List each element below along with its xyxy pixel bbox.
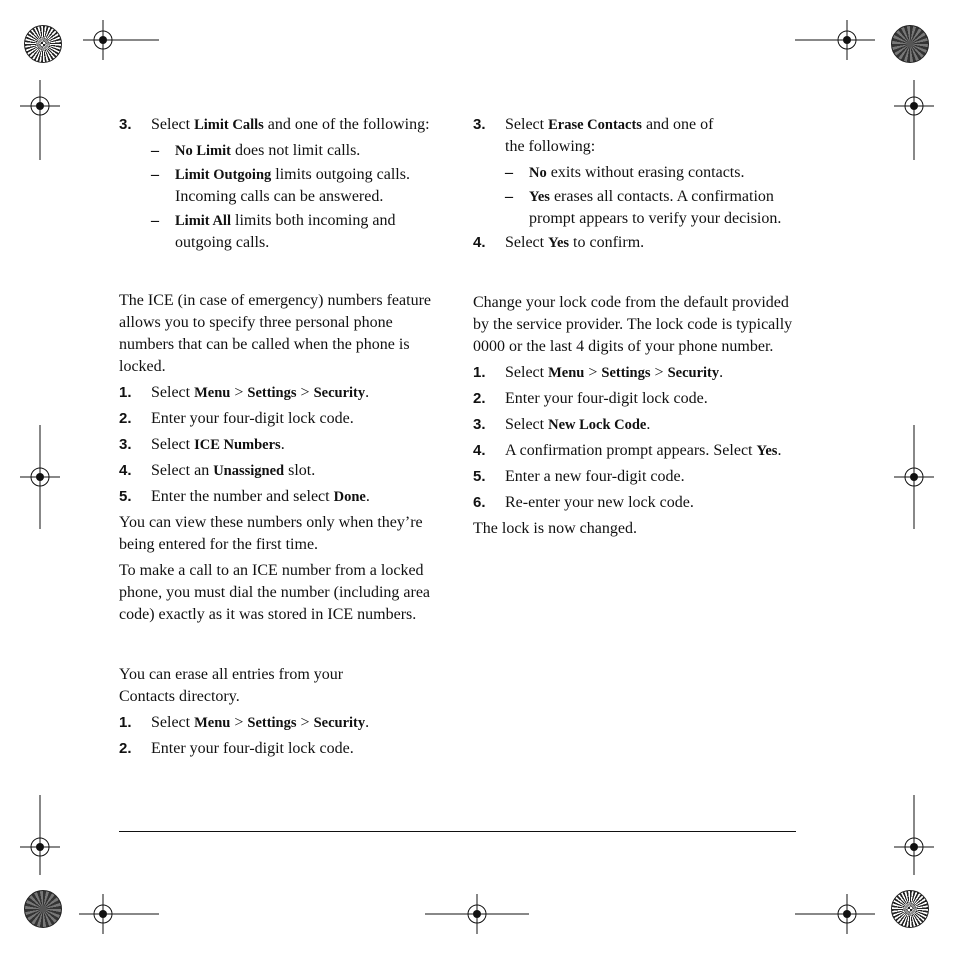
menu-option-label: Menu: [548, 365, 585, 381]
option-description: limits outgoing calls. Incoming calls can be answered.: [175, 166, 410, 205]
step-number: 6.: [473, 494, 486, 511]
menu-option-label: Security: [313, 715, 366, 731]
option-description: erases all contacts. A confirmation prompt appears to verify your decision.: [529, 188, 782, 227]
menu-option-label: ICE Numbers: [194, 437, 281, 453]
registration-mark-icon: [795, 894, 875, 934]
step-number: 3.: [119, 116, 132, 133]
menu-option-label: Menu: [194, 715, 231, 731]
step-text: Enter the number and select: [151, 488, 334, 505]
step-number: 5.: [119, 488, 132, 505]
step-text: >: [230, 714, 248, 731]
step-text: Select: [505, 234, 549, 251]
registration-mark-icon: [894, 80, 934, 160]
erase-intro: You can erase all entries from your Contacts directory.: [119, 666, 344, 705]
printer-mark-icon: [24, 890, 62, 928]
option-bullet: [119, 210, 444, 254]
lock-step: [473, 492, 803, 514]
step-text: to confirm.: [569, 234, 645, 251]
registration-mark-icon: [894, 795, 934, 875]
step-number: 2.: [119, 410, 132, 427]
step-text: Re-enter your new lock code.: [505, 494, 694, 511]
printer-mark-icon: [891, 25, 929, 63]
menu-option-label: Unassigned: [213, 463, 285, 479]
step-number: 1.: [119, 714, 132, 731]
ice-step: [119, 486, 444, 508]
left-column: [119, 114, 444, 764]
step-text: Select: [151, 714, 195, 731]
step-text: .: [280, 436, 285, 453]
lock-step: [473, 466, 803, 488]
option-description: exits without erasing contacts.: [546, 164, 745, 181]
step-text: Select an: [151, 462, 214, 479]
ice-note: You can view these numbers only when they’re being entered for the first time.: [119, 514, 423, 553]
option-bullet: [473, 186, 803, 230]
step-number: 2.: [473, 390, 486, 407]
menu-option-label: Erase Contacts: [548, 117, 642, 133]
step-text: Select: [151, 116, 195, 133]
option-label: Limit Outgoing: [175, 167, 272, 183]
dash-icon: –: [151, 212, 159, 229]
option-label: No: [529, 165, 547, 181]
menu-option-label: Limit Calls: [194, 117, 264, 133]
step-text: Enter your four-digit lock code.: [151, 740, 354, 757]
step-text: Select: [151, 384, 195, 401]
option-description: limits both incoming and outgoing calls.: [175, 212, 396, 251]
step-text: and one of the following:: [263, 116, 430, 133]
option-description: does not limit calls.: [230, 142, 361, 159]
erase-step: [119, 712, 444, 734]
step-text: .: [646, 416, 651, 433]
step-text: >: [230, 384, 248, 401]
step-text: .: [365, 714, 370, 731]
lock-step: [473, 414, 803, 436]
step-text: Enter your four-digit lock code.: [505, 390, 708, 407]
registration-mark-icon: [79, 894, 159, 934]
dash-icon: –: [505, 188, 513, 205]
menu-option-label: Security: [313, 385, 366, 401]
step-number: 3.: [473, 416, 486, 433]
ice-step: [119, 408, 444, 430]
step-number: 4.: [473, 234, 486, 251]
menu-option-label: Settings: [247, 715, 297, 731]
step-text: Select: [151, 436, 195, 453]
menu-option-label: Yes: [548, 235, 570, 251]
ice-intro: The ICE (in case of emergency) numbers feature allows you to specify three personal phone numbers that can be called when the phone is locked.: [119, 292, 432, 375]
registration-mark-icon: [20, 425, 60, 529]
menu-option-label: Settings: [601, 365, 651, 381]
step-text: and one of the following:: [505, 116, 714, 155]
option-label: Yes: [529, 189, 550, 205]
dash-icon: –: [505, 164, 513, 181]
step-number: 1.: [119, 384, 132, 401]
ice-note: To make a call to an ICE number from a locked phone, you must dial the number (including area code) exactly as it was stored in ICE numbers.: [119, 562, 431, 623]
registration-mark-icon: [894, 425, 934, 529]
step-number: 4.: [119, 462, 132, 479]
step-text: Enter a new four-digit code.: [505, 468, 685, 485]
step-text: .: [365, 488, 370, 505]
step-number: 2.: [119, 740, 132, 757]
right-column: [473, 114, 803, 544]
step-text: A confirmation prompt appears. Select: [505, 442, 757, 459]
dash-icon: –: [151, 166, 159, 183]
option-label: No Limit: [175, 143, 231, 159]
erase-step: [473, 114, 725, 158]
lock-code-outro: The lock is now changed.: [473, 520, 637, 537]
step-text: .: [777, 442, 782, 459]
step-text: .: [719, 364, 724, 381]
step-text: Enter your four-digit lock code.: [151, 410, 354, 427]
step-text: Select: [505, 416, 549, 433]
step-text: Select: [505, 116, 549, 133]
ice-step: [119, 382, 444, 404]
step-text: >: [650, 364, 668, 381]
registration-mark-icon: [425, 894, 529, 934]
printer-mark-icon: [891, 890, 929, 928]
step-number: 4.: [473, 442, 486, 459]
menu-option-label: Security: [667, 365, 720, 381]
erase-step: [119, 738, 444, 760]
lock-step: [473, 440, 803, 462]
step-text: >: [296, 384, 314, 401]
lock-code-intro: Change your lock code from the default provided by the service provider. The lock code is typically 0000 or the last 4 digits of your phone number.: [473, 294, 793, 355]
step-text: slot.: [284, 462, 316, 479]
ice-step: [119, 460, 444, 482]
option-label: Limit All: [175, 213, 231, 229]
footer-rule: [119, 831, 796, 832]
registration-mark-icon: [20, 795, 60, 875]
step-text: Select: [505, 364, 549, 381]
registration-mark-icon: [20, 80, 60, 160]
step-number: 3.: [119, 436, 132, 453]
option-bullet: [119, 140, 444, 162]
option-bullet: [473, 162, 803, 184]
option-bullet: [119, 164, 444, 208]
step-number: 5.: [473, 468, 486, 485]
dash-icon: –: [151, 142, 159, 159]
step-number: 1.: [473, 364, 486, 381]
menu-option-label: Menu: [194, 385, 231, 401]
registration-mark-icon: [83, 20, 163, 60]
step-text: >: [296, 714, 314, 731]
menu-option-label: Settings: [247, 385, 297, 401]
limit-calls-step: [119, 114, 444, 136]
lock-step: [473, 362, 803, 384]
erase-step: [473, 232, 803, 254]
step-text: .: [365, 384, 370, 401]
registration-mark-icon: [795, 20, 875, 60]
menu-option-label: Done: [333, 489, 366, 505]
printer-mark-icon: [24, 25, 62, 63]
lock-step: [473, 388, 803, 410]
step-number: 3.: [473, 116, 486, 133]
menu-option-label: New Lock Code: [548, 417, 647, 433]
step-text: >: [584, 364, 602, 381]
ice-step: [119, 434, 444, 456]
menu-option-label: Yes: [756, 443, 778, 459]
